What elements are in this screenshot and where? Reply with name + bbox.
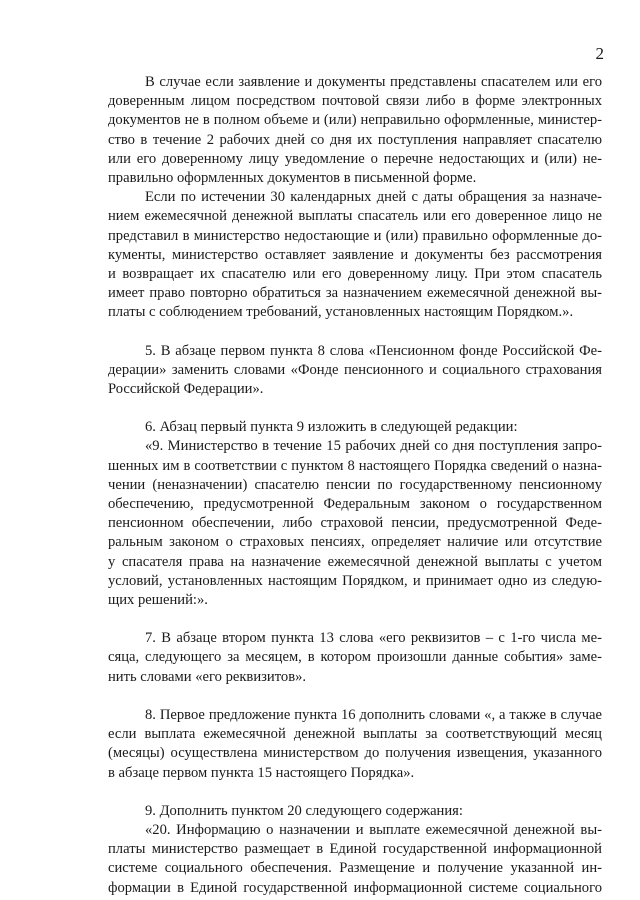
text-line: платы министерство размещает в Единой государственной информационной xyxy=(108,841,602,858)
text-line: Российской Федерации». xyxy=(108,381,264,398)
text-line: правильно оформленных документов в письменной форме. xyxy=(108,170,477,187)
paragraph-gap xyxy=(108,399,602,418)
text-line: кументы, министерство оставляет заявление и документы без рассмотрения xyxy=(108,246,602,263)
paragraph xyxy=(108,437,602,610)
text-line: условий, установленных настоящим Порядком, и принимает одно из следую- xyxy=(108,572,602,589)
paragraph xyxy=(108,802,602,821)
text-line: ство в течение 2 рабочих дней со дня их поступления направляет спасателю xyxy=(108,131,602,148)
text-line: (месяцы) осуществлена министерством до получения извещения, указанного xyxy=(108,745,602,762)
paragraph-gap xyxy=(108,687,602,706)
text-line: нием ежемесячной денежной выплаты спасатель или его доверенное лицо не xyxy=(108,208,602,225)
text-line: 5. В абзаце первом пункта 8 слова «Пенсионном фонде Российской Фе- xyxy=(145,342,602,359)
paragraph xyxy=(108,629,602,687)
text-line: доверенным лицом посредством почтовой связи либо в форме электронных xyxy=(108,93,602,110)
paragraph xyxy=(108,73,602,188)
text-line: 6. Абзац первый пункта 9 изложить в следующей редакции: xyxy=(145,419,518,436)
text-line: дерации» заменить словами «Фонде пенсионного и социального страхования xyxy=(108,361,602,378)
text-line: В случае если заявление и документы представлены спасателем или его xyxy=(145,74,602,90)
text-line: нить словами «его реквизитов». xyxy=(108,668,307,685)
page-number: 2 xyxy=(595,44,604,63)
text-line: документов не в полном объеме и (или) неправильно оформленные, министер- xyxy=(108,112,602,129)
text-line: формации в Единой государственной информационной системе социального xyxy=(108,879,602,896)
text-line: 7. В абзаце втором пункта 13 слова «его реквизитов – с 1-го числа ме- xyxy=(145,630,602,647)
text-line: платы с соблюдением требований, установленных настоящим Порядком.». xyxy=(108,304,574,321)
text-line: в абзаце первом пункта 15 настоящего Порядка». xyxy=(108,764,415,781)
paragraph-gap xyxy=(108,783,602,802)
text-line: или его доверенному лицу уведомление о перечне недостающих и (или) не- xyxy=(108,150,602,167)
paragraph xyxy=(108,188,602,322)
text-line: и возвращает их спасателю или его доверенному лицу. При этом спасатель xyxy=(108,266,602,283)
text-line: ральным законом о страховых пенсиях, определяет наличие или отсутствие xyxy=(108,534,602,551)
text-line: щих решений:». xyxy=(108,592,208,609)
text-line: системе социального обеспечения. Размещение и получение указанной ин- xyxy=(108,860,602,877)
text-line: если выплата ежемесячной денежной выплаты за соответствующий месяц xyxy=(108,726,602,743)
paragraph xyxy=(108,706,602,783)
text-line: имеет право повторно обратиться за назначением ежемесячной денежной вы- xyxy=(108,285,602,302)
text-line: чении (неназначении) спасателю пенсии по государственному пенсионному xyxy=(108,476,602,493)
paragraph xyxy=(108,342,602,400)
paragraph xyxy=(108,418,602,437)
paragraph xyxy=(108,821,602,898)
document-body xyxy=(108,73,602,898)
paragraph-gap xyxy=(108,610,602,629)
text-line: обеспечению, предусмотренной Федеральным законом о государственном xyxy=(108,496,602,513)
paragraph-gap xyxy=(108,323,602,342)
text-line: сяца, следующего за месяцем, в котором произошли данные события» заме- xyxy=(108,649,602,666)
text-line: у спасателя права на назначение ежемесячной денежной выплаты с учетом xyxy=(108,553,602,570)
text-line: пенсионном обеспечении, либо страховой пенсии, предусмотренной Феде- xyxy=(108,515,602,532)
text-line: 9. Дополнить пунктом 20 следующего содержания: xyxy=(145,802,463,819)
text-line: Если по истечении 30 календарных дней с даты обращения за назначе- xyxy=(145,189,602,206)
text-line: шенных им в соответствии с пунктом 8 настоящего Порядка сведений о назна- xyxy=(108,457,602,474)
text-line: 8. Первое предложение пункта 16 дополнить словами «, а также в случае xyxy=(145,706,602,723)
text-line: «9. Министерство в течение 15 рабочих дней со дня поступления запро- xyxy=(145,438,602,455)
text-line: «20. Информацию о назначении и выплате ежемесячной денежной вы- xyxy=(145,821,602,838)
text-line: представил в министерство недостающие и (или) правильно оформленные до- xyxy=(108,227,602,244)
